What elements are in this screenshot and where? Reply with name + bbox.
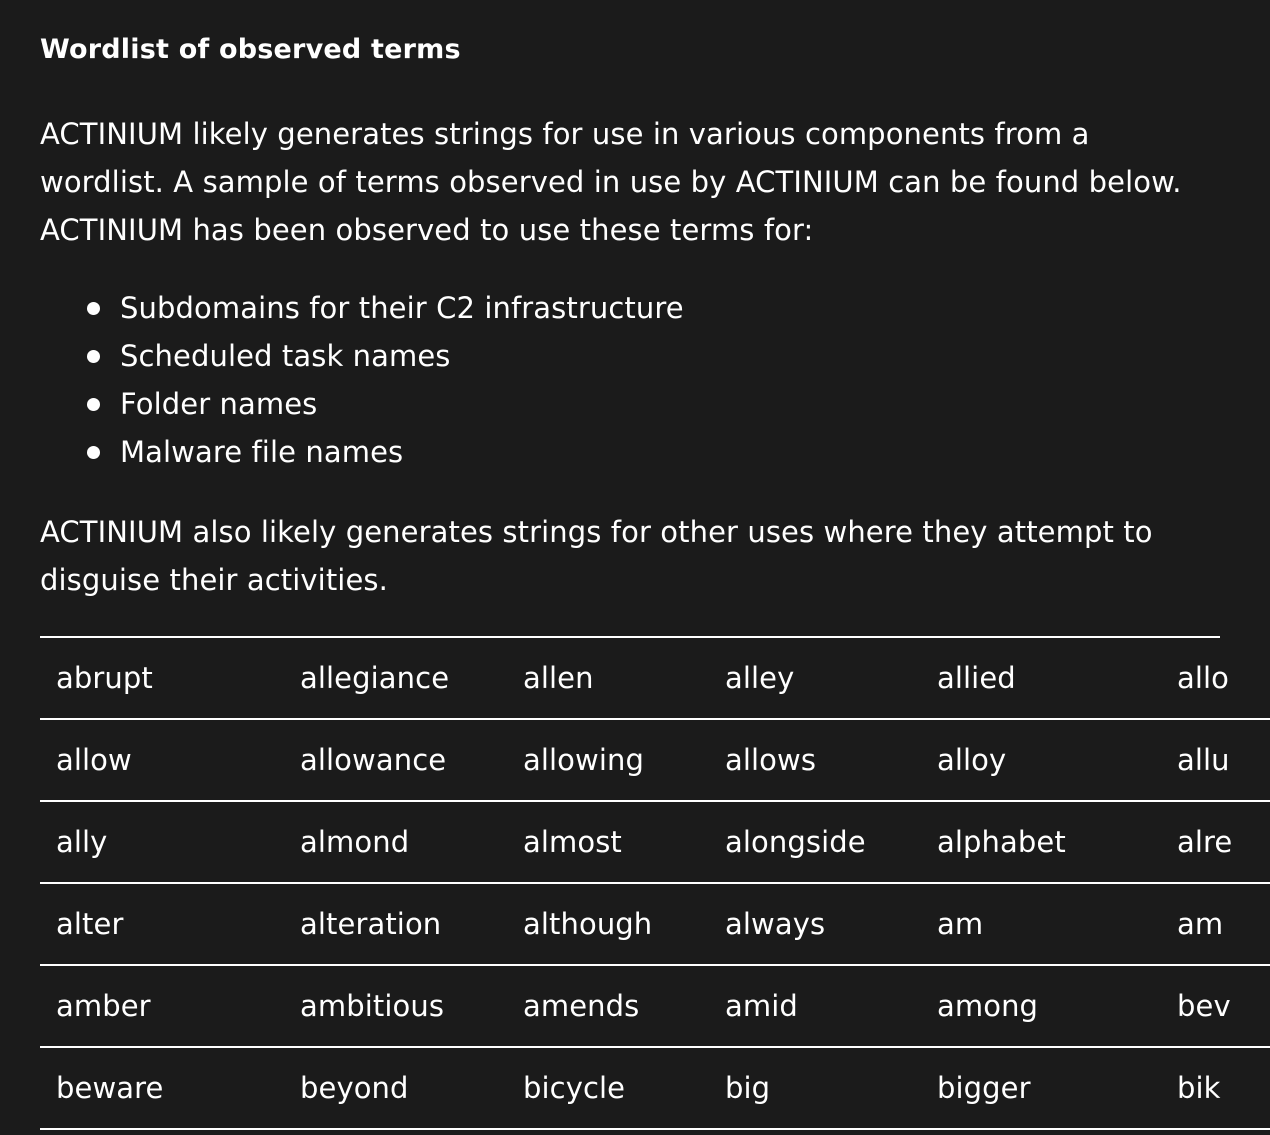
table-cell: am (1161, 883, 1270, 965)
list-item-text: Malware file names (120, 435, 404, 469)
table-cell: bigger (921, 1047, 1161, 1129)
table-cell: ambitious (284, 965, 507, 1047)
table-cell: abrupt (40, 638, 284, 719)
table-row (40, 965, 1270, 1047)
table-cell: allied (921, 638, 1161, 719)
intro-paragraph: ACTINIUM likely generates strings for use in various components from a wordlist. A sample of terms observed in use by ACTINIUM can be found below. ACTINIUM has been observed to use these terms for: (40, 117, 1182, 247)
table-cell: allu (1161, 719, 1270, 801)
table-cell: among (921, 965, 1161, 1047)
table-cell: alongside (709, 801, 921, 883)
table-cell: beyond (284, 1047, 507, 1129)
table-row (40, 801, 1270, 883)
list-item (120, 332, 1220, 380)
wordlist-table (40, 638, 1270, 1130)
list-item-text: Scheduled task names (120, 339, 451, 373)
table-cell: bev (1161, 965, 1270, 1047)
table-row (40, 638, 1270, 719)
table-cell: although (507, 883, 709, 965)
table-cell: ally (40, 801, 284, 883)
bullet-icon (87, 350, 100, 363)
bullet-icon (87, 302, 100, 315)
table-cell: allo (1161, 638, 1270, 719)
table-cell: alloy (921, 719, 1161, 801)
uses-list (40, 284, 1220, 476)
list-item-text: Subdomains for their C2 infrastructure (120, 291, 684, 325)
table-cell: almond (284, 801, 507, 883)
table-cell: allow (40, 719, 284, 801)
table-cell: bicycle (507, 1047, 709, 1129)
table-cell: almost (507, 801, 709, 883)
section-heading: Wordlist of observed terms (40, 34, 461, 65)
table-cell: always (709, 883, 921, 965)
other-uses-paragraph: ACTINIUM also likely generates strings for other uses where they attempt to disguise their activities. (40, 515, 1153, 597)
table-row (40, 1047, 1270, 1129)
bullet-icon (87, 398, 100, 411)
table-cell: amends (507, 965, 709, 1047)
table-row (40, 883, 1270, 965)
table-cell: allows (709, 719, 921, 801)
table-cell: alphabet (921, 801, 1161, 883)
list-item (120, 428, 1220, 476)
table-cell: amid (709, 965, 921, 1047)
table-cell: alley (709, 638, 921, 719)
table-cell: allen (507, 638, 709, 719)
table-cell: alter (40, 883, 284, 965)
table-cell: allowance (284, 719, 507, 801)
table-cell: am (921, 883, 1161, 965)
table-cell: alre (1161, 801, 1270, 883)
table-cell: allegiance (284, 638, 507, 719)
bullet-icon (87, 446, 100, 459)
list-item (120, 380, 1220, 428)
list-item-text: Folder names (120, 387, 318, 421)
table-cell: big (709, 1047, 921, 1129)
table-cell: beware (40, 1047, 284, 1129)
wordlist-table-scroll[interactable] (40, 636, 1233, 1130)
table-row (40, 719, 1270, 801)
table-cell: amber (40, 965, 284, 1047)
table-cell: alteration (284, 883, 507, 965)
table-cell: bik (1161, 1047, 1270, 1129)
list-item (120, 284, 1220, 332)
table-cell: allowing (507, 719, 709, 801)
